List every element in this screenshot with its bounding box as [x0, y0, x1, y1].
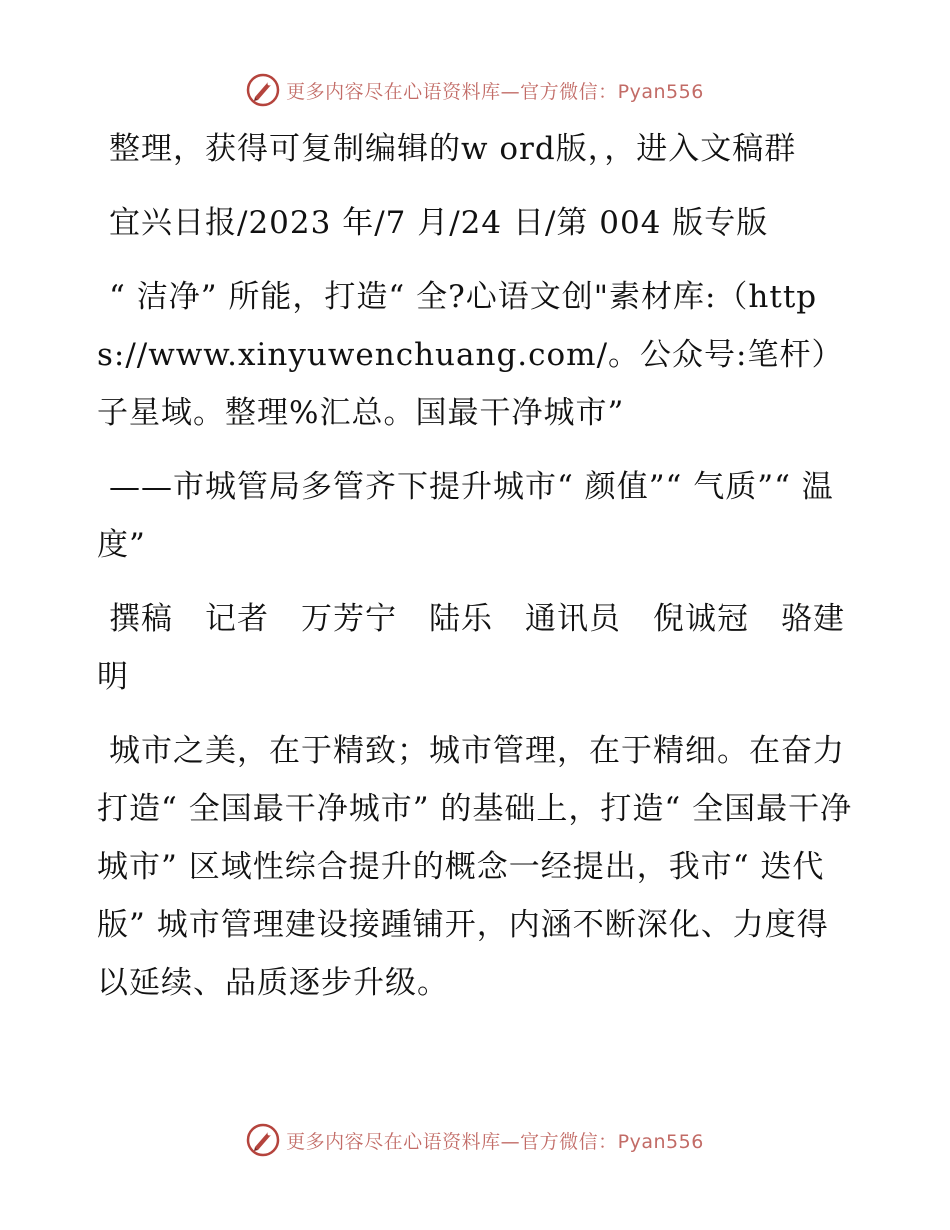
paragraph-text: 宜兴日报/2023 年/7 月/24 日/第 004 版专版 — [109, 205, 769, 241]
paragraph — [97, 458, 857, 574]
paragraph-text: ——市城管局多管齐下提升城市“ 颜值”“ 气质”“ 温度” — [97, 469, 834, 563]
footer-watermark — [0, 1120, 950, 1160]
paragraph — [97, 722, 857, 1012]
header-watermark — [0, 70, 950, 110]
paragraph-text: 城市之美，在于精致；城市管理，在于精细。在奋力打造“ 全国最干净城市” 的基础上，打造“ 全国最干净城市” 区域性综合提升的概念一经提出，我市“ 迭代版” 城市管理建设接踵铺开，内涵不断深化、力度得以延续、品质逐步升级。 — [97, 733, 853, 1001]
paragraph — [97, 194, 857, 252]
paragraph-text: “ 洁净” 所能，打造“ 全?心语文创"素材库:（https://www.xinyuwenchuang.com/。公众号:笔杆）子星域。整理%汇总。国最干净城市” — [97, 279, 844, 431]
paragraph — [97, 268, 857, 442]
header-watermark-text: 更多内容尽在心语资料库—官方微信：Pyan556 — [286, 80, 704, 103]
writing-hand-logo-icon — [246, 1123, 280, 1157]
paragraph — [97, 590, 857, 706]
writing-hand-logo-icon — [246, 73, 280, 107]
paragraph-text: 撰稿 记者 万芳宁 陆乐 通讯员 倪诚冠 骆建明 — [97, 601, 845, 695]
document-body — [97, 120, 857, 1028]
paragraph — [97, 120, 857, 178]
footer-watermark-text: 更多内容尽在心语资料库—官方微信：Pyan556 — [286, 1130, 704, 1153]
paragraph-text: 整理，获得可复制编辑的w ord版，，进入文稿群 — [109, 131, 797, 167]
